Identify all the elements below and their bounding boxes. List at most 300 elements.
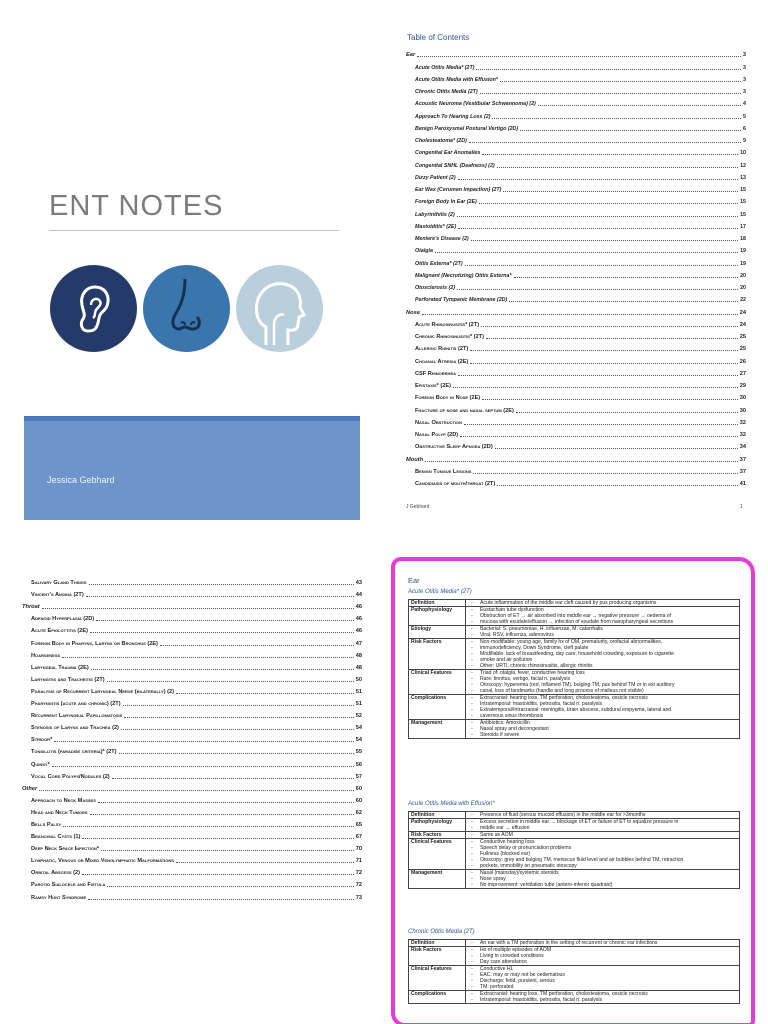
- cover-divider: [49, 230, 339, 231]
- content-line: Obstruction of ET → air absorbed into middle ear → negative pressure → oedema of: [480, 613, 672, 619]
- toc-entry-page: 20: [740, 272, 746, 279]
- toc-leader-dots: [479, 203, 738, 204]
- toc-entry-page: 17: [740, 223, 746, 230]
- row-content: [478, 600, 740, 607]
- toc-entry-label: Allergic Rhinitis (2T): [415, 346, 469, 353]
- toc-entry[interactable]: [406, 218, 746, 230]
- toc-leader-dots: [52, 766, 354, 767]
- toc-entry[interactable]: [22, 768, 362, 780]
- ome-table: [408, 811, 740, 889]
- toc-entry[interactable]: [22, 586, 362, 598]
- toc-entry-label: Nasal Obstruction: [415, 419, 463, 426]
- toc-entry[interactable]: [406, 303, 746, 315]
- row-content: [478, 670, 740, 695]
- toc-entry-label: Chronic Otitis Media (2T): [415, 89, 478, 95]
- row-content: [478, 639, 740, 670]
- toc-entry-page: 30: [739, 395, 746, 402]
- toc-entry-label: Stenosis of Larynx and Trachea (2): [31, 725, 119, 732]
- toc-entry[interactable]: [406, 144, 746, 156]
- toc-entry[interactable]: [406, 83, 746, 95]
- toc-leader-dots: [460, 436, 738, 437]
- toc-entry[interactable]: [406, 132, 746, 144]
- bullet-column: - - -: [466, 870, 479, 889]
- com-title: Chronic Otitis Media (2T): [408, 929, 475, 935]
- row-heading: Clinical Features: [409, 839, 466, 870]
- content-line: Viral: RSV, influenza, adenovirus: [480, 632, 554, 638]
- row-content: [478, 947, 740, 966]
- toc-entry-page: 60: [355, 797, 362, 804]
- toc-leader-dots: [89, 584, 354, 585]
- toc-entry-page: 46: [355, 628, 362, 635]
- toc-leader-dots: [88, 899, 354, 900]
- toc-entry[interactable]: [406, 230, 746, 242]
- section-title: Ear: [408, 576, 420, 585]
- content-line: Speech delay or pronunciation problems: [480, 845, 572, 851]
- toc-entry-page: 13: [740, 174, 746, 181]
- toc-leader-dots: [516, 412, 738, 413]
- toc-leader-dots: [82, 874, 354, 875]
- toc-entry[interactable]: [406, 169, 746, 181]
- toc-entry[interactable]: [22, 719, 362, 731]
- toc-entry-page: 4: [743, 101, 746, 108]
- toc-entry-page: 5: [743, 113, 746, 120]
- toc-page: [384, 0, 768, 548]
- toc-entry[interactable]: [22, 683, 362, 695]
- content-line: Otoscopy: grey and bulging TM, meniscus fluid level and air bubbles behind TM, retraction: [480, 857, 684, 863]
- row-heading: Clinical Features: [409, 670, 466, 695]
- content-line: Day care attendance: [480, 959, 528, 965]
- row-content: [478, 940, 740, 947]
- toc-entry-page: 15: [740, 199, 746, 206]
- nose-icon: [143, 265, 230, 352]
- bullet-column: -: [466, 940, 479, 947]
- toc-entry-label: Ramsy Hunt Syndrome: [31, 894, 87, 901]
- bullet-column: -: [466, 812, 479, 819]
- cover-band-stripe: [24, 416, 360, 421]
- toc-entry-page: 62: [355, 809, 362, 816]
- toc-entry-label: Stridor*: [31, 737, 53, 744]
- toc-entry-label: Throat: [22, 604, 40, 611]
- toc-entry[interactable]: [22, 852, 362, 864]
- toc-leader-dots: [123, 705, 354, 706]
- toc-leader-dots: [417, 56, 741, 57]
- toc-leader-dots: [82, 838, 353, 839]
- toc-leader-dots: [90, 632, 354, 633]
- toc-leader-dots: [481, 326, 738, 327]
- toc-entry[interactable]: [406, 181, 746, 193]
- content-line: smoke and air pollution: [480, 657, 533, 663]
- bullet-column: - - -: [466, 947, 479, 966]
- toc-entry-label: Acoustic Neuroma (Vestibular Schwannoma) (2): [415, 101, 536, 108]
- toc-entry-page: 37: [739, 468, 746, 475]
- content-line: Steroids if severe: [480, 732, 520, 738]
- toc-entry[interactable]: [22, 731, 362, 743]
- toc-continued-page: [0, 548, 384, 1024]
- toc-entry-page: 65: [355, 821, 362, 828]
- toc-leader-dots: [101, 850, 354, 851]
- toc-entry[interactable]: [22, 816, 362, 828]
- toc-leader-dots: [509, 301, 738, 302]
- content-line: TM: perforated: [480, 984, 514, 990]
- toc-entry[interactable]: [406, 316, 746, 328]
- toc-entry[interactable]: [406, 46, 746, 58]
- row-content: [478, 870, 740, 889]
- toc-entry-label: Congenital SNHL (Deafness) (2): [415, 162, 495, 169]
- toc-entry-page: 24: [739, 321, 746, 328]
- toc-leader-dots: [497, 167, 738, 168]
- toc-entry[interactable]: [22, 659, 362, 671]
- toc-entry-label: CSF Rhinorrhea: [415, 370, 457, 377]
- table-row: [409, 940, 740, 947]
- row-content: [478, 607, 740, 626]
- toc-entry-label: Tonsillitis (paradise criteria)* (2T): [31, 749, 117, 756]
- toc-entry[interactable]: [406, 254, 746, 266]
- toc-leader-dots: [469, 142, 741, 143]
- toc-entry-label: Acute Otitis Media with Effusion*: [415, 76, 498, 83]
- row-heading: Complications: [409, 991, 466, 1004]
- table-row: [409, 819, 740, 832]
- toc-leader-dots: [458, 228, 738, 229]
- toc-entry-label: Benign Paroxysmal Postural Vertigo (2D): [415, 125, 519, 132]
- ome-title: Acute Otitis Media with Effusion*: [408, 801, 495, 807]
- toc-entry-page: 72: [355, 870, 362, 877]
- toc-entry-label: Laryngeal Trauma (2E): [31, 664, 89, 671]
- table-row: [409, 991, 740, 1004]
- toc-entry-label: Ear Wax (Cerumen Impaction) (2T): [415, 187, 502, 193]
- toc-entry-label: Mouth: [406, 456, 424, 463]
- toc-leader-dots: [486, 338, 738, 339]
- content-line: An ear with a TM perforation in the setting of recurrent or chronic ear infections: [480, 940, 658, 946]
- content-line: Triad of: otalgia, fever, conductive hearing loss: [480, 670, 585, 676]
- content-line: immunodeficiency, Down Syndrome, cleft palate: [480, 645, 589, 651]
- toc-entry-page: 44: [355, 592, 362, 599]
- toc-entry[interactable]: [406, 414, 746, 426]
- toc-entry-page: 3: [743, 64, 746, 71]
- toc-leader-dots: [480, 93, 741, 94]
- toc-leader-dots: [42, 608, 354, 609]
- content-line: Intratemporal: mastoiditis, petrositis, facial n. paralysis: [480, 997, 603, 1003]
- table-row: [409, 670, 740, 695]
- toc-leader-dots: [500, 81, 741, 82]
- toc-entry-label: Perforated Tympanic Membrane (2D): [415, 297, 508, 304]
- content-line: Antibiotics: Amoxicillin: [480, 720, 530, 726]
- toc-entry[interactable]: [22, 888, 362, 900]
- toc-entry-page: 6: [743, 125, 746, 132]
- toc-entry-label: Acute Epiglottitis (2E): [31, 628, 89, 635]
- row-heading: Definition: [409, 600, 466, 607]
- row-heading: Risk Factors: [409, 947, 466, 966]
- toc-entry-page: 25: [739, 334, 746, 340]
- toc-leader-dots: [86, 596, 354, 597]
- toc-entry[interactable]: [406, 242, 746, 254]
- toc-entry-label: Cholesteatoma* (2D): [415, 138, 467, 144]
- content-line: pockets, immobility on pneumatic otoscopy: [480, 863, 577, 869]
- toc-leader-dots: [422, 314, 738, 315]
- toc-leader-dots: [520, 130, 741, 131]
- bullet-column: - - -: [466, 720, 479, 739]
- toc-entry-page: 54: [355, 737, 362, 744]
- toc-entry-page: 55: [355, 749, 362, 756]
- content-line: middle ear → effusion: [480, 825, 530, 831]
- toc-entry-page: 37: [739, 456, 746, 463]
- toc-entry-label: Head and Neck Tumors: [31, 809, 88, 816]
- toc-leader-dots: [457, 289, 738, 290]
- toc-entry-label: Laryngitis and Tracheitis (2T): [31, 676, 105, 683]
- toc-entry-label: Dizzy Patient (2): [415, 174, 456, 181]
- toc-entry-page: 10: [740, 150, 746, 157]
- toc-entry-label: Otosclerosis (2): [415, 285, 456, 291]
- toc-entry-page: 3: [743, 89, 746, 95]
- toc-entry-page: 43: [355, 580, 362, 587]
- row-heading: Pathophysiology: [409, 819, 466, 832]
- toc-entry-label: Vincent's Angina (2T): [31, 592, 84, 599]
- toc-entry-page: 70: [355, 846, 362, 853]
- toc-entry[interactable]: [406, 401, 746, 413]
- table-row: [409, 947, 740, 966]
- table-row: [409, 812, 740, 819]
- toc-entry-label: Other: [22, 785, 38, 792]
- toc-heading: Table of Contents: [407, 33, 470, 42]
- toc-entry-label: Parotid Sialocele and Fistula: [31, 882, 106, 889]
- content-line: canal, loss of landmarks (handle and long process of malleus not visible): [480, 688, 644, 694]
- content-line: Extratemporal/Intracranial: meningitis, brain abscess, subdural empyema, lateral and: [480, 707, 672, 713]
- toc-leader-dots: [124, 717, 353, 718]
- cover-author: Jessica Gebhard: [47, 475, 115, 485]
- toc-entry[interactable]: [22, 707, 362, 719]
- toc-entry-page: 12: [740, 162, 746, 169]
- row-content: [478, 812, 740, 819]
- toc-entry[interactable]: [22, 876, 362, 888]
- content-line: Excess secretion in middle ear → blockage of ET or failure of ET to equalize pressure in: [480, 819, 679, 825]
- toc-entry[interactable]: [406, 291, 746, 303]
- toc-leader-dots: [107, 886, 354, 887]
- toc-entry-page: 22: [740, 297, 746, 304]
- table-row: [409, 966, 740, 991]
- content-line: Otoscopy: hyperemia (red, inflamed TM), bulging TM, pus behind TM or in ext auditory: [480, 682, 675, 688]
- toc-entry[interactable]: [22, 743, 362, 755]
- toc-entry-label: Quinsy*: [31, 761, 50, 768]
- toc-leader-dots: [470, 363, 737, 364]
- toc-entry-page: 24: [739, 309, 746, 316]
- notes-page: [384, 548, 768, 1024]
- toc-leader-dots: [465, 265, 738, 266]
- toc-entry[interactable]: [22, 598, 362, 610]
- bullet-column: - -: [466, 626, 479, 639]
- table-row: [409, 839, 740, 870]
- bullet-column: - - - - -: [466, 839, 479, 870]
- toc-entry-label: Otitis Externa* (2T): [415, 260, 463, 267]
- toc-leader-dots: [39, 790, 354, 791]
- toc-list-continued: [22, 574, 362, 901]
- toc-entry[interactable]: [22, 755, 362, 767]
- cover-title: ENT NOTES: [49, 190, 224, 222]
- toc-entry[interactable]: [406, 193, 746, 205]
- table-row: [409, 870, 740, 889]
- toc-entry[interactable]: [406, 120, 746, 132]
- toc-leader-dots: [471, 240, 738, 241]
- toc-entry-label: Foreign Body in Pharynx, Larynx or Bronchus (2E): [31, 640, 158, 647]
- toc-leader-dots: [514, 277, 739, 278]
- toc-leader-dots: [458, 375, 738, 376]
- row-content: [478, 720, 740, 739]
- toc-entry[interactable]: [22, 610, 362, 622]
- toc-entry[interactable]: [406, 450, 746, 462]
- toc-leader-dots: [457, 216, 738, 217]
- toc-leader-dots: [425, 461, 738, 462]
- toc-entry[interactable]: [22, 840, 362, 852]
- toc-entry[interactable]: [22, 622, 362, 634]
- toc-entry-page: 60: [355, 785, 362, 792]
- toc-entry-page: 73: [355, 894, 362, 901]
- toc-entry[interactable]: [22, 780, 362, 792]
- toc-entry-page: 51: [355, 688, 362, 695]
- ear-icon: [50, 265, 137, 352]
- toc-entry[interactable]: [406, 389, 746, 401]
- content-line: No improvement: ventilation tube (antero-inferior quadrant): [480, 882, 613, 888]
- bullet-column: - - - -: [466, 695, 479, 720]
- toc-entry[interactable]: [406, 352, 746, 364]
- toc-entry-page: 32: [739, 419, 746, 426]
- content-line: mucosa with exudate/effusion → infection of exudate from nasopharyngeal secretions: [480, 619, 674, 625]
- row-heading: Definition: [409, 812, 466, 819]
- toc-entry-page: 54: [355, 725, 362, 732]
- toc-entry-page: 41: [739, 481, 746, 487]
- content-line: Conductive HL: [480, 966, 514, 972]
- toc-entry[interactable]: [406, 475, 746, 487]
- toc-entry-label: Acute Otitis Media* (2T): [415, 64, 475, 71]
- table-row: [409, 720, 740, 739]
- content-line: Nose spray: [480, 876, 506, 882]
- toc-list: [406, 46, 746, 487]
- cover-author-band: [24, 416, 360, 520]
- toc-entry[interactable]: [22, 864, 362, 876]
- toc-entry[interactable]: [406, 365, 746, 377]
- toc-entry-label: Pharyngitis (acute and chronic) (2T): [31, 701, 121, 708]
- row-content: [478, 819, 740, 832]
- toc-leader-dots: [160, 645, 354, 646]
- toc-entry[interactable]: [406, 340, 746, 352]
- toc-entry-label: Recurrent Laryngeal Papillomatosis: [31, 713, 123, 720]
- toc-entry[interactable]: [406, 95, 746, 107]
- content-line: Eustachian tube dysfunction: [480, 607, 544, 613]
- toc-leader-dots: [435, 252, 738, 253]
- row-content: [478, 832, 740, 839]
- toc-leader-dots: [90, 814, 354, 815]
- toc-leader-dots: [121, 729, 354, 730]
- toc-entry-page: 32: [739, 432, 746, 438]
- toc-entry-label: Vocal Cord Polyps/Nodules (2): [31, 773, 110, 780]
- content-line: Other: URTI, chronic rhinosinusitis, allergic rhinitis: [480, 663, 593, 669]
- toc-entry[interactable]: [406, 205, 746, 217]
- bullet-column: -: [466, 832, 479, 839]
- toc-leader-dots: [495, 448, 738, 449]
- table-row: [409, 695, 740, 720]
- toc-entry-page: 46: [355, 604, 362, 611]
- row-heading: Management: [409, 720, 466, 739]
- toc-entry-page: 56: [355, 761, 362, 768]
- toc-entry-label: Approach to Neck Masses: [31, 797, 96, 804]
- toc-leader-dots: [482, 399, 738, 400]
- toc-entry[interactable]: [22, 828, 362, 840]
- aom-title: Acute Otitis Media* (2T): [408, 589, 472, 595]
- row-heading: Management: [409, 870, 466, 889]
- toc-entry[interactable]: [406, 426, 746, 438]
- toc-leader-dots: [503, 191, 738, 192]
- toc-entry[interactable]: [22, 671, 362, 683]
- toc-entry-label: Salivary Gland Things: [31, 580, 87, 587]
- toc-entry[interactable]: [406, 438, 746, 450]
- row-heading: Etiology: [409, 626, 466, 639]
- toc-entry-page: 20: [740, 285, 746, 291]
- content-line: Non-modifiable: young age, family hx of OM, prematurity, orofacial abnormalities,: [480, 639, 663, 645]
- toc-entry-label: Malignant (Necrotizing) Otitis Externa*: [415, 272, 512, 279]
- toc-entry-label: Chronic Rhinosinusitis* (2T): [415, 334, 484, 340]
- toc-entry[interactable]: [406, 58, 746, 70]
- toc-entry-label: Labyrinthitis (2): [415, 211, 455, 218]
- toc-leader-dots: [470, 350, 738, 351]
- toc-entry[interactable]: [406, 107, 746, 119]
- toc-entry[interactable]: [22, 634, 362, 646]
- toc-leader-dots: [119, 753, 354, 754]
- toc-entry[interactable]: [406, 377, 746, 389]
- toc-entry-page: 52: [355, 713, 362, 720]
- toc-entry[interactable]: [22, 792, 362, 804]
- toc-entry[interactable]: [406, 267, 746, 279]
- content-line: Discharge: fetid, purulent, serous: [480, 978, 555, 984]
- toc-entry[interactable]: [22, 647, 362, 659]
- toc-entry[interactable]: [406, 156, 746, 168]
- com-table: [408, 939, 740, 1004]
- table-row: [409, 600, 740, 607]
- toc-entry[interactable]: [406, 463, 746, 475]
- head-throat-icon: [236, 265, 323, 352]
- toc-entry-page: 46: [355, 616, 362, 623]
- toc-leader-dots: [476, 69, 741, 70]
- toc-entry-label: Choanal Atresia (2E): [415, 358, 469, 365]
- toc-entry[interactable]: [22, 574, 362, 586]
- toc-leader-dots: [453, 387, 738, 388]
- content-line: Hx of multiple episodes of AOM: [480, 947, 552, 953]
- toc-entry-label: Branchial Cysts (1): [31, 834, 81, 841]
- toc-entry-page: 34: [739, 444, 746, 451]
- row-content: [478, 695, 740, 720]
- toc-entry[interactable]: [22, 804, 362, 816]
- row-heading: Definition: [409, 940, 466, 947]
- toc-entry[interactable]: [406, 71, 746, 83]
- content-line: Intratemporal: mastoiditis, petrositis, facial n. paralysis: [480, 701, 603, 707]
- toc-entry-label: Mastoiditis* (2E): [415, 223, 457, 230]
- toc-leader-dots: [96, 620, 354, 621]
- toc-entry-label: Epistaxis* (2E): [415, 383, 451, 389]
- toc-entry[interactable]: [406, 279, 746, 291]
- content-line: Bacterial: S. pneumoniae, H. influenzae, M. catarrhalis: [480, 626, 603, 632]
- toc-leader-dots: [492, 118, 741, 119]
- toc-entry-page: 47: [355, 640, 362, 647]
- toc-entry-label: Deep Neck Space Infection*: [31, 846, 99, 853]
- toc-entry[interactable]: [22, 695, 362, 707]
- toc-leader-dots: [112, 778, 354, 779]
- bullet-column: - - - - -: [466, 639, 479, 670]
- toc-entry-label: Hoarseness: [31, 652, 61, 659]
- toc-entry[interactable]: [406, 328, 746, 340]
- toc-entry-label: Benign Tongue Lesions: [415, 468, 472, 475]
- row-content: [478, 966, 740, 991]
- page-footer-author: J Gebhard: [406, 504, 430, 510]
- toc-entry-label: Fracture of nose and nasal septum (2E): [415, 407, 514, 414]
- toc-entry-page: 3: [742, 52, 746, 59]
- toc-entry-page: 15: [740, 187, 746, 193]
- toc-leader-dots: [464, 424, 738, 425]
